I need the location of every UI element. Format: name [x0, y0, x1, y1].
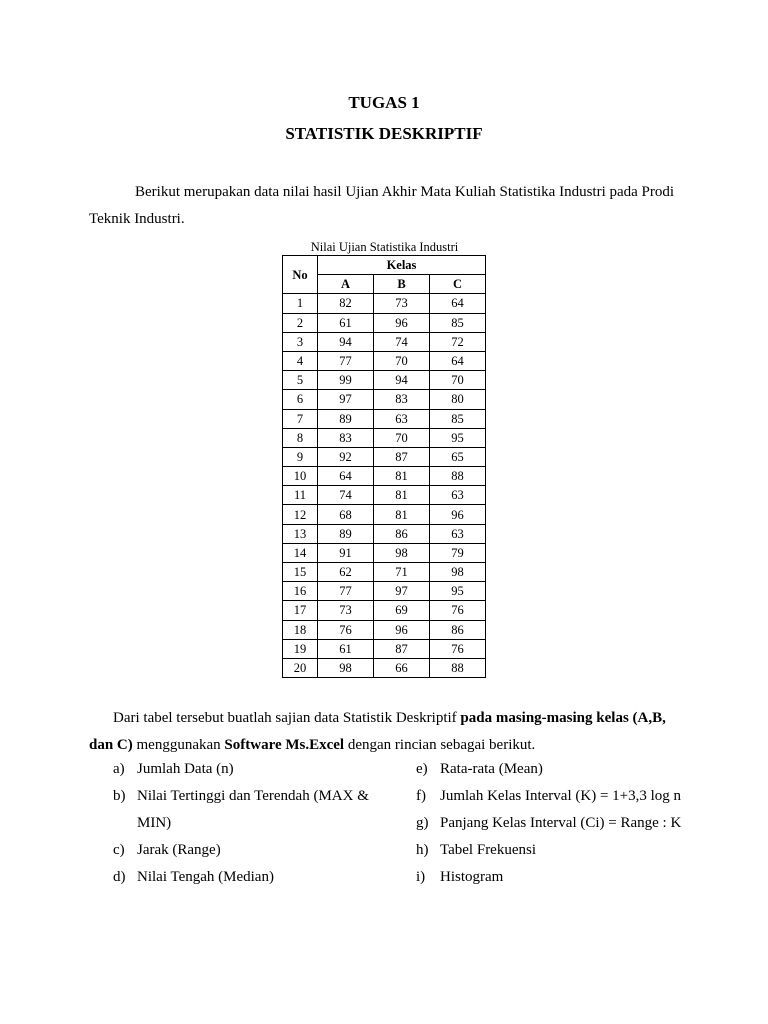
- score-cell: 79: [430, 543, 486, 562]
- list-item-label: d): [113, 869, 126, 885]
- table-caption: Nilai Ujian Statistika Industri: [310, 240, 459, 254]
- table-row: [283, 486, 486, 505]
- row-number-cell: 19: [283, 639, 318, 658]
- score-cell: 63: [374, 409, 430, 428]
- intro-paragraph: Berikut merupakan data nilai hasil Ujian Akhir Mata Kuliah Statistika Industri pada Prodi Teknik Industri.: [89, 184, 675, 227]
- score-cell: 83: [374, 390, 430, 409]
- list-item: [113, 756, 383, 783]
- scores-table: [282, 255, 486, 678]
- score-cell: 87: [374, 447, 430, 466]
- score-cell: 73: [318, 601, 374, 620]
- score-cell: 72: [430, 332, 486, 351]
- score-cell: 82: [318, 294, 374, 313]
- score-cell: 88: [430, 658, 486, 677]
- document-title: TUGAS 1: [348, 93, 420, 112]
- score-cell: 99: [318, 371, 374, 390]
- score-cell: 89: [318, 409, 374, 428]
- row-number-cell: 14: [283, 543, 318, 562]
- table-row: [283, 313, 486, 332]
- table-row: [283, 332, 486, 351]
- score-cell: 89: [318, 524, 374, 543]
- table-row: [283, 543, 486, 562]
- list-item: [113, 864, 383, 891]
- list-item: [416, 837, 706, 864]
- score-cell: 77: [318, 351, 374, 370]
- score-cell: 96: [374, 313, 430, 332]
- score-cell: 97: [318, 390, 374, 409]
- score-cell: 95: [430, 428, 486, 447]
- score-cell: 61: [318, 639, 374, 658]
- score-cell: 74: [318, 486, 374, 505]
- header-kelas: Kelas: [318, 256, 486, 275]
- list-item-label: c): [113, 842, 125, 858]
- row-number-cell: 6: [283, 390, 318, 409]
- list-item-text: Panjang Kelas Interval (Ci) = Range : K: [440, 815, 682, 831]
- score-cell: 70: [374, 351, 430, 370]
- score-cell: 76: [318, 620, 374, 639]
- table-row: [283, 390, 486, 409]
- table-row: [283, 371, 486, 390]
- list-item-label: f): [416, 788, 426, 804]
- instruction-paragraph: [89, 705, 687, 759]
- list-item: [113, 783, 383, 810]
- row-number-cell: 15: [283, 563, 318, 582]
- score-cell: 86: [430, 620, 486, 639]
- score-cell: 63: [430, 524, 486, 543]
- score-cell: 65: [430, 447, 486, 466]
- table-row: [283, 601, 486, 620]
- score-cell: 86: [374, 524, 430, 543]
- score-cell: 98: [318, 658, 374, 677]
- header-class-a: A: [318, 275, 374, 294]
- score-cell: 64: [430, 351, 486, 370]
- table-row: [283, 524, 486, 543]
- table-row: [283, 428, 486, 447]
- score-cell: 92: [318, 447, 374, 466]
- row-number-cell: 18: [283, 620, 318, 639]
- score-cell: 62: [318, 563, 374, 582]
- score-cell: 94: [374, 371, 430, 390]
- table-row: [283, 620, 486, 639]
- row-number-cell: 9: [283, 447, 318, 466]
- instruction-text: Dari tabel tersebut buatlah sajian data Statistik Deskriptif: [113, 710, 461, 726]
- task-list-left: [113, 756, 383, 891]
- score-cell: 95: [430, 582, 486, 601]
- row-number-cell: 4: [283, 351, 318, 370]
- row-number-cell: 20: [283, 658, 318, 677]
- list-item-continuation: MIN): [137, 815, 172, 831]
- score-cell: 70: [374, 428, 430, 447]
- list-item-text: Tabel Frekuensi: [440, 842, 537, 858]
- table-row: [283, 467, 486, 486]
- score-cell: 77: [318, 582, 374, 601]
- list-item-text: Histogram: [440, 869, 504, 885]
- row-number-cell: 13: [283, 524, 318, 543]
- score-cell: 97: [374, 582, 430, 601]
- score-cell: 63: [430, 486, 486, 505]
- score-cell: 98: [374, 543, 430, 562]
- score-cell: 94: [318, 332, 374, 351]
- score-cell: 96: [430, 505, 486, 524]
- table-row: [283, 409, 486, 428]
- list-item-label: b): [113, 788, 126, 804]
- score-cell: 87: [374, 639, 430, 658]
- score-cell: 64: [318, 467, 374, 486]
- row-number-cell: 16: [283, 582, 318, 601]
- row-number-cell: 17: [283, 601, 318, 620]
- row-number-cell: 2: [283, 313, 318, 332]
- list-item-text: Jumlah Kelas Interval (K) = 1+3,3 log n: [440, 788, 682, 804]
- score-cell: 88: [430, 467, 486, 486]
- score-cell: 91: [318, 543, 374, 562]
- list-item-label: e): [416, 761, 428, 777]
- score-cell: 85: [430, 409, 486, 428]
- score-cell: 74: [374, 332, 430, 351]
- score-cell: 96: [374, 620, 430, 639]
- list-item-text: Nilai Tertinggi dan Terendah (MAX &: [137, 788, 369, 804]
- score-cell: 69: [374, 601, 430, 620]
- list-item-label: i): [416, 869, 426, 885]
- score-cell: 81: [374, 486, 430, 505]
- table-row: [283, 294, 486, 313]
- header-no: No: [283, 256, 318, 294]
- list-item: [416, 810, 706, 837]
- header-class-b: B: [374, 275, 430, 294]
- row-number-cell: 12: [283, 505, 318, 524]
- score-cell: 98: [430, 563, 486, 582]
- list-item-text: Jumlah Data (n): [137, 761, 234, 777]
- score-cell: 64: [430, 294, 486, 313]
- score-cell: 80: [430, 390, 486, 409]
- row-number-cell: 10: [283, 467, 318, 486]
- table-row: [283, 658, 486, 677]
- document-subtitle: STATISTIK DESKRIPTIF: [285, 124, 483, 143]
- score-cell: 81: [374, 467, 430, 486]
- row-number-cell: 8: [283, 428, 318, 447]
- list-item-text: Jarak (Range): [137, 842, 221, 858]
- list-item-label: h): [416, 842, 429, 858]
- score-cell: 76: [430, 601, 486, 620]
- list-item-label: a): [113, 761, 125, 777]
- score-cell: 73: [374, 294, 430, 313]
- table-row: [283, 582, 486, 601]
- table-row: [283, 639, 486, 658]
- instruction-bold-software: Software Ms.Excel: [224, 737, 345, 753]
- score-cell: 76: [430, 639, 486, 658]
- table-row: [283, 505, 486, 524]
- row-number-cell: 1: [283, 294, 318, 313]
- row-number-cell: 5: [283, 371, 318, 390]
- instruction-text: dengan rincian sebagai berikut.: [344, 737, 536, 753]
- list-item: [416, 756, 706, 783]
- score-cell: 81: [374, 505, 430, 524]
- score-cell: 83: [318, 428, 374, 447]
- list-item: [416, 864, 706, 891]
- instruction-text: menggunakan: [132, 737, 225, 753]
- list-item: [113, 837, 383, 864]
- score-cell: 71: [374, 563, 430, 582]
- score-cell: 66: [374, 658, 430, 677]
- table-row: [283, 563, 486, 582]
- table-row: [283, 351, 486, 370]
- row-number-cell: 11: [283, 486, 318, 505]
- score-cell: 61: [318, 313, 374, 332]
- list-item: [416, 783, 706, 810]
- table-row: [283, 447, 486, 466]
- score-cell: 68: [318, 505, 374, 524]
- score-cell: 85: [430, 313, 486, 332]
- row-number-cell: 3: [283, 332, 318, 351]
- instruction-bold-classes: pada masing-masing kelas (A,B, dan C): [89, 710, 666, 753]
- header-class-c: C: [430, 275, 486, 294]
- list-item-text: Rata-rata (Mean): [440, 761, 543, 777]
- task-list-right: [416, 756, 706, 891]
- list-item-label: g): [416, 815, 429, 831]
- row-number-cell: 7: [283, 409, 318, 428]
- list-item-text: Nilai Tengah (Median): [137, 869, 274, 885]
- score-cell: 70: [430, 371, 486, 390]
